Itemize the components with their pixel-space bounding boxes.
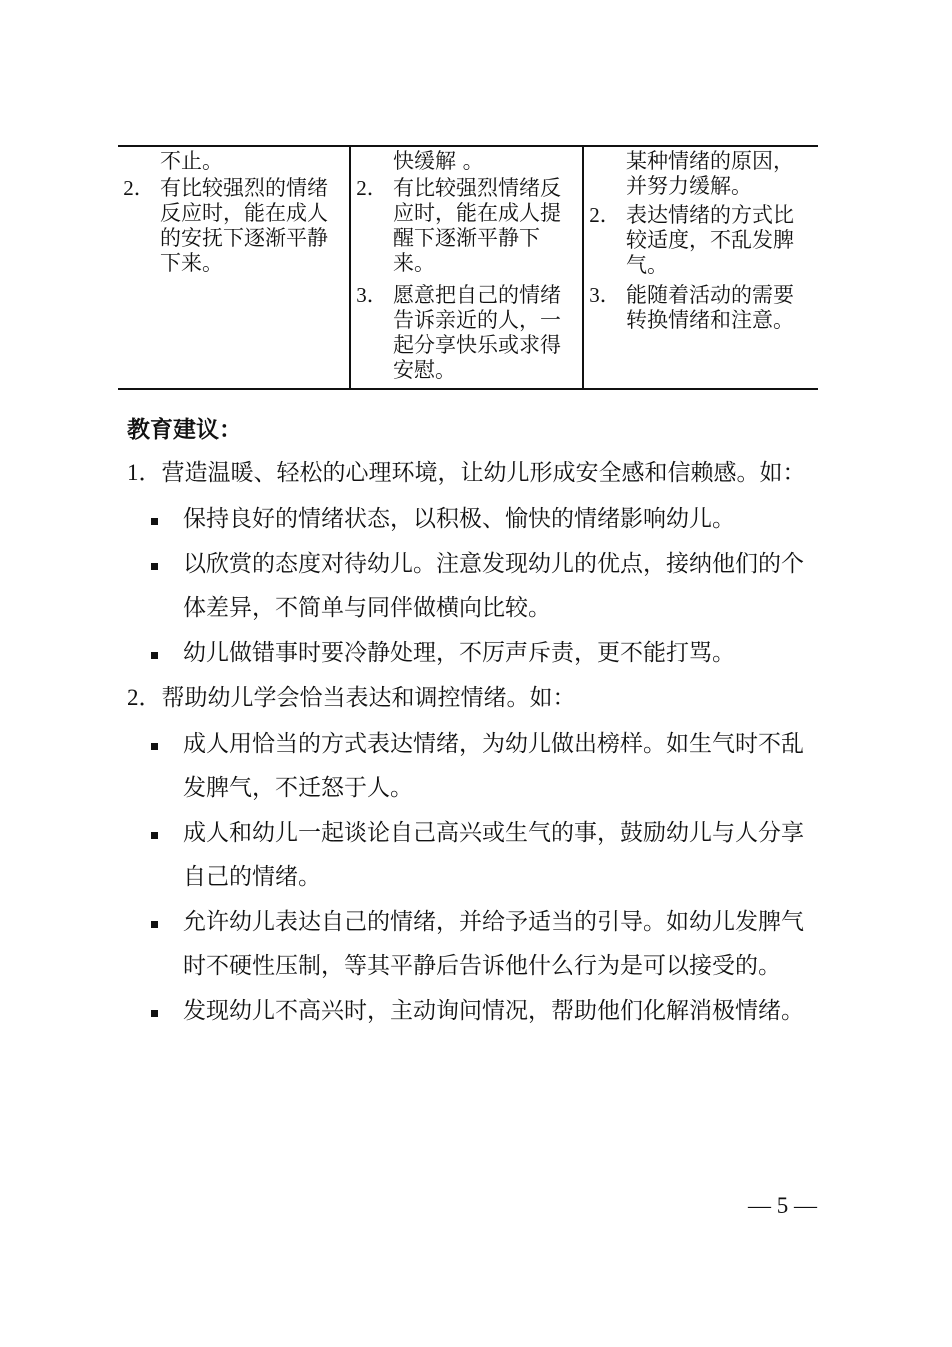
table-cell-item-3: 3． 能随着活动的需要 转换情绪和注意。 [589, 283, 794, 332]
suggestion-2: 2．帮助幼儿学会恰当表达和调控情绪。如： [127, 685, 576, 711]
list-item: 允许幼儿表达自己的情绪，并给予适当的引导。如幼儿发脾气 [183, 909, 804, 935]
table-cell-item-3: 3． 愿意把自己的情绪 告诉亲近的人，一 起分享快乐或求得 安慰。 [356, 283, 561, 382]
section-heading: 教育建议： [127, 417, 242, 443]
list-item-continued: 体差异，不简单与同伴做横向比较。 [183, 595, 551, 621]
list-item: 以欣赏的态度对待幼儿。注意发现幼儿的优点，接纳他们的个 [183, 551, 804, 577]
table-cell-continued: 某种情绪的原因， 并努力缓解。 [626, 149, 794, 198]
list-item: 发现幼儿不高兴时，主动询问情况，帮助他们化解消极情绪。 [183, 998, 804, 1024]
table-column-3 [584, 147, 818, 388]
list-item-continued: 时不硬性压制，等其平静后告诉他什么行为是可以接受的。 [183, 953, 781, 979]
bullet-icon [151, 652, 158, 659]
list-item: 幼儿做错事时要冷静处理，不厉声斥责，更不能打骂。 [183, 640, 735, 666]
table-cell-item-2: 2． 表达情绪的方式比 较适度，不乱发脾 气。 [589, 203, 794, 277]
list-item-continued: 发脾气，不迁怒于人。 [183, 775, 413, 801]
table-cell-item-2: 2． 有比较强烈的情绪 反应时，能在成人 的安抚下逐渐平静 下来。 [123, 176, 328, 275]
bullet-icon [151, 743, 158, 750]
table-column-2 [351, 147, 584, 388]
bullet-icon [151, 832, 158, 839]
bullet-icon [151, 518, 158, 525]
table-cell-continued: 不止。 [160, 149, 223, 173]
list-item: 成人和幼儿一起谈论自己高兴或生气的事，鼓励幼儿与人分享 [183, 820, 804, 846]
bullet-icon [151, 563, 158, 570]
list-item: 保持良好的情绪状态，以积极、愉快的情绪影响幼儿。 [183, 506, 735, 532]
table-column-1 [118, 147, 351, 388]
suggestion-1: 1．营造温暖、轻松的心理环境，让幼儿形成安全感和信赖感。如： [127, 460, 806, 486]
page-number: — 5 — [748, 1193, 817, 1218]
development-goals-table [118, 145, 818, 390]
bullet-icon [151, 921, 158, 928]
list-item-continued: 自己的情绪。 [183, 864, 321, 890]
table-cell-continued: 快缓解 。 [393, 149, 484, 173]
list-item: 成人用恰当的方式表达情绪，为幼儿做出榜样。如生气时不乱 [183, 731, 804, 757]
bullet-icon [151, 1010, 158, 1017]
table-cell-item-2: 2． 有比较强烈情绪反 应时，能在成人提 醒下逐渐平静下 来。 [356, 176, 561, 275]
